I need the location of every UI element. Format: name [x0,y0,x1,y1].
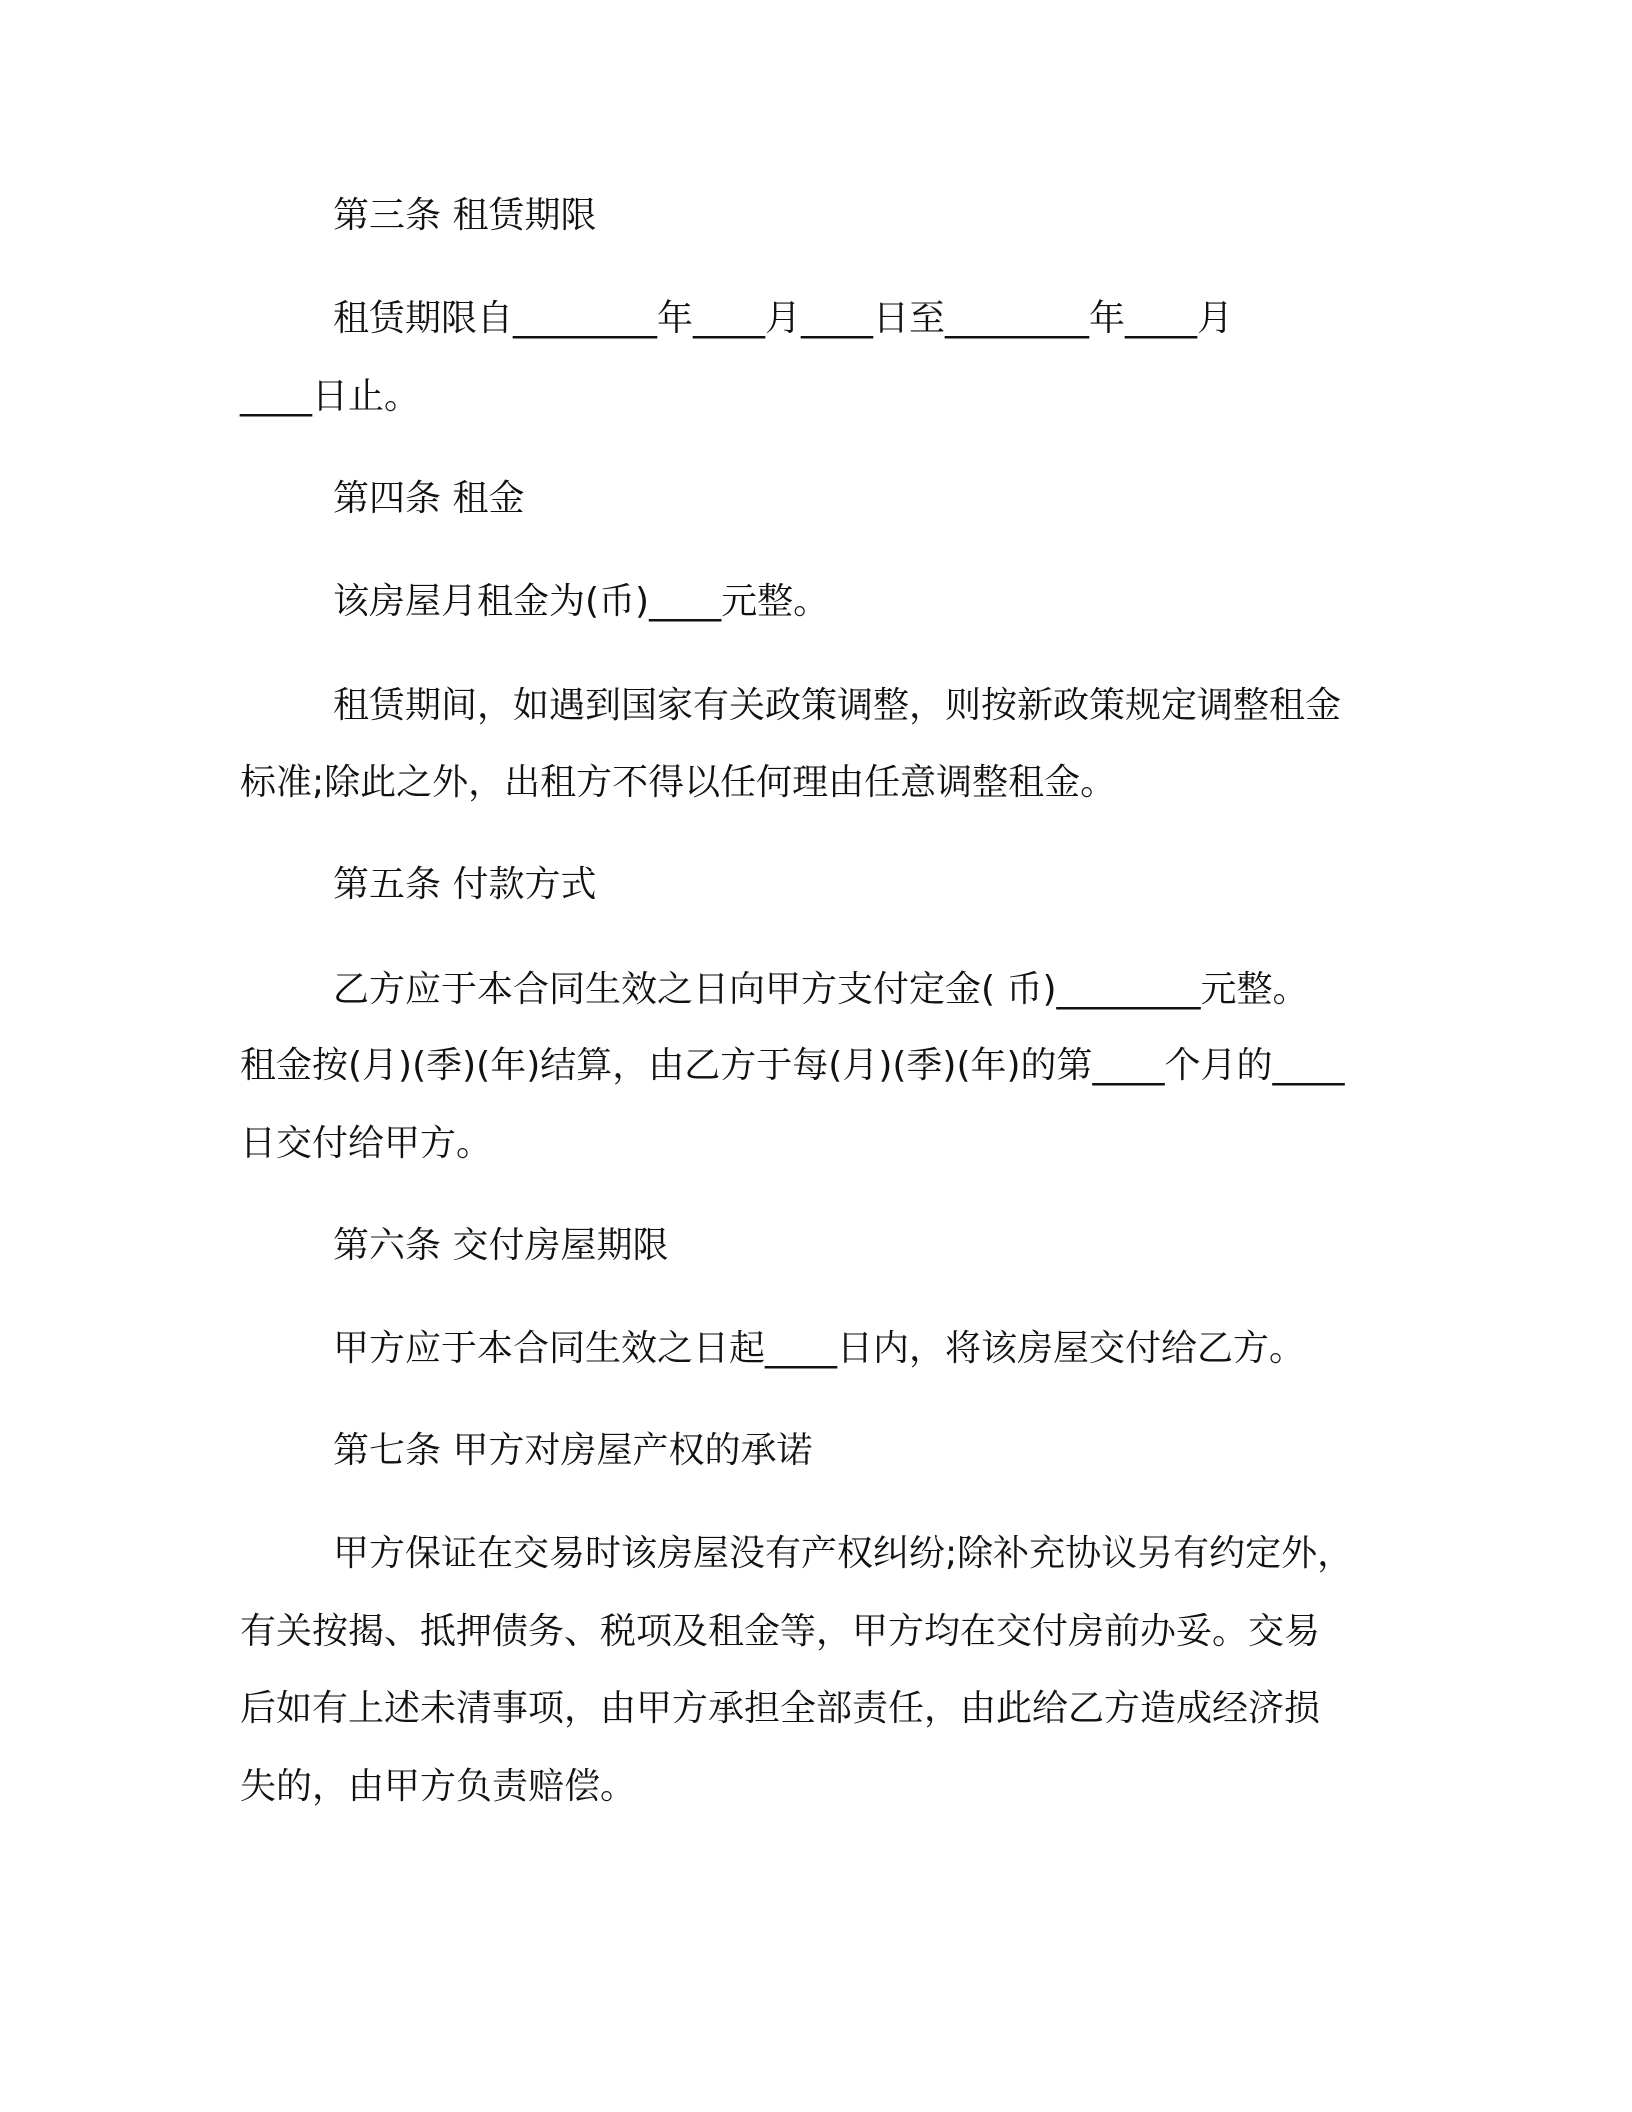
article-7-paragraph-line-1: 甲方保证在交易时该房屋没有产权纠纷;除补充协议另有约定外， [333,1533,1354,1574]
article-5-paragraph-line-2: 租金按(月)(季)(年)结算，由乙方于每(月)(季)(年)的第____个月的____ [240,1045,1345,1086]
article-7-paragraph-line-2: 有关按揭、抵押债务、税项及租金等，甲方均在交付房前办妥。交易 [240,1611,1321,1652]
article-6-heading: 第六条 交付房屋期限 [333,1225,669,1266]
article-4-paragraph-1: 该房屋月租金为(币)____元整。 [333,581,830,622]
article-5-heading: 第五条 付款方式 [333,864,597,905]
article-3-paragraph-line-2: ____日止。 [240,376,421,417]
article-3-heading: 第三条 租赁期限 [333,195,597,236]
article-6-paragraph: 甲方应于本合同生效之日起____日内，将该房屋交付给乙方。 [333,1328,1306,1369]
article-4-paragraph-2-line-1: 租赁期间，如遇到国家有关政策调整，则按新政策规定调整租金 [333,685,1342,726]
article-7-heading: 第七条 甲方对房屋产权的承诺 [333,1430,813,1471]
article-5-paragraph-line-3: 日交付给甲方。 [240,1123,493,1164]
article-4-paragraph-2-line-2: 标准;除此之外，出租方不得以任何理由任意调整租金。 [240,762,1117,803]
article-7-paragraph-line-3: 后如有上述未清事项，由甲方承担全部责任，由此给乙方造成经济损 [240,1688,1321,1729]
article-4-heading: 第四条 租金 [333,478,525,519]
article-7-paragraph-line-4: 失的，由甲方负责赔偿。 [240,1766,637,1807]
article-3-paragraph-line-1: 租赁期限自________年____月____日至________年____月 [333,298,1234,339]
article-5-paragraph-line-1: 乙方应于本合同生效之日向甲方支付定金( 币)________元整。 [333,969,1309,1010]
